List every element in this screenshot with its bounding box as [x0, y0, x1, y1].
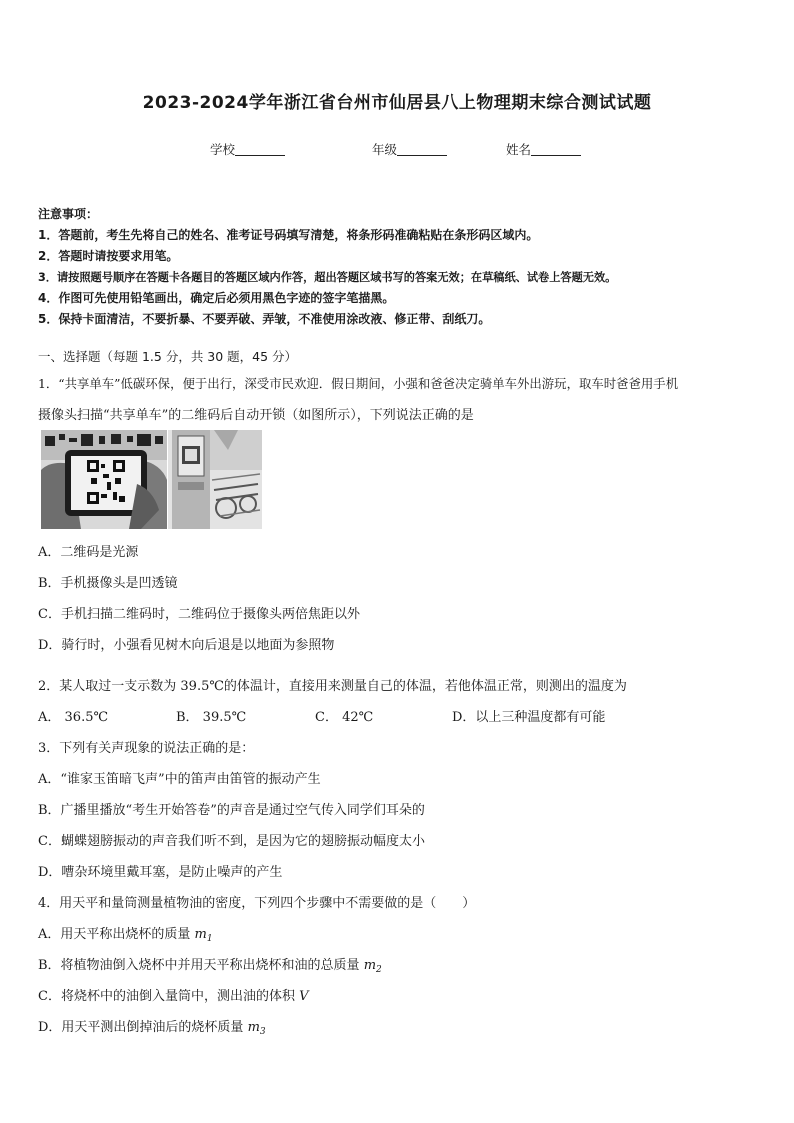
- volume-symbol: V: [299, 989, 309, 1004]
- question-1-option-c[interactable]: C．手机扫描二维码时，二维码位于摄像头两倍焦距以外: [38, 607, 360, 622]
- school-label: 学校: [210, 142, 236, 157]
- mass-symbol: m: [194, 927, 207, 942]
- question-3-option-d[interactable]: D．嘈杂环境里戴耳塞，是防止噪声的产生: [38, 865, 283, 880]
- question-3-option-b[interactable]: B．广播里播放“考生开始答卷”的声音是通过空气传入同学们耳朵的: [38, 803, 425, 818]
- question-3-text: 3．下列有关声现象的说法正确的是：: [38, 741, 255, 756]
- notice-item: 5．保持卡面清洁，不要折暴、不要弄破、弄皱，不准使用涂改液、修正带、刮纸刀。: [38, 312, 491, 326]
- question-4-option-b[interactable]: [38, 954, 382, 975]
- notice-item: 4．作图可先使用铅笔画出，确定后必须用黑色字迹的签字笔描黑。: [38, 291, 395, 305]
- question-2-text: 2．某人取过一支示数为 39.5℃的体温计，直接用来测量自己的体温，若他体温正常，则测出的温度为: [38, 679, 627, 694]
- subscript: 2: [376, 965, 382, 975]
- question-1-line2: 摄像头扫描“共享单车”的二维码后自动开锁（如图所示），下列说法正确的是: [38, 408, 474, 423]
- question-2-option-a[interactable]: A． 36.5℃: [38, 710, 109, 725]
- section-heading: 一、选择题（每题 1.5 分，共 30 题，45 分）: [38, 349, 298, 364]
- question-4-text: 4．用天平和量筒测量植物油的密度，下列四个步骤中不需要做的是（ ）: [38, 896, 476, 911]
- grade-field: [372, 140, 447, 158]
- option-text: A．用天平称出烧杯的质量: [38, 927, 195, 942]
- question-4-option-c[interactable]: [38, 985, 308, 1006]
- mass-symbol: m: [363, 958, 377, 973]
- grade-blank[interactable]: [397, 143, 447, 156]
- notice-item: 1．答题前，考生先将自己的姓名、准考证号码填写清楚，将条形码准确粘贴在条形码区域内。: [38, 228, 539, 242]
- question-1-option-b[interactable]: B．手机摄像头是凹透镜: [38, 576, 178, 591]
- bike-dock-photo: [168, 430, 262, 529]
- question-1-line1: 1．“共享单车”低碳环保，便于出行，深受市民欢迎．假日期间，小强和爸爸决定骑单车外出游玩，取车时爸爸用手机: [38, 376, 679, 391]
- option-text: D．用天平测出倒掉油后的烧杯质量: [38, 1020, 248, 1035]
- question-2-option-b[interactable]: B． 39.5℃: [176, 710, 247, 725]
- notice-block: [38, 204, 616, 330]
- option-text: C．将烧杯中的油倒入量筒中，测出油的体积: [38, 989, 300, 1004]
- question-4-option-a[interactable]: [38, 923, 213, 944]
- question-1-option-a[interactable]: A．二维码是光源: [38, 545, 139, 560]
- question-2-option-c[interactable]: C． 42℃: [315, 710, 374, 725]
- school-blank[interactable]: [235, 143, 285, 156]
- option-text: B．将植物油倒入烧杯中并用天平称出烧杯和油的总质量: [38, 958, 364, 973]
- mass-symbol: m: [247, 1020, 260, 1035]
- question-3-option-c[interactable]: C．蝴蝶翅膀振动的声音我们听不到，是因为它的翅膀振动幅度太小: [38, 834, 425, 849]
- page-title: 2023-2024学年浙江省台州市仙居县八上物理期末综合测试试题: [142, 93, 652, 113]
- notice-item: 2．答题时请按要求用笔。: [38, 249, 179, 263]
- notice-item: 3．请按照题号顺序在答题卡各题目的答题区域内作答，超出答题区域书写的答案无效；在草稿纸、试卷上答题无效。: [38, 271, 617, 284]
- subscript: 1: [206, 934, 213, 944]
- subscript: 3: [259, 1027, 266, 1037]
- name-label: 姓名: [506, 142, 532, 157]
- notice-heading: 注意事项：: [38, 207, 99, 221]
- question-1-option-d[interactable]: D．骑行时，小强看见树木向后退是以地面为参照物: [38, 638, 335, 653]
- question-2-option-d[interactable]: D．以上三种温度都有可能: [452, 710, 606, 725]
- school-field: [210, 140, 285, 158]
- question-3-option-a[interactable]: A．“谁家玉笛暗飞声”中的笛声由笛管的振动产生: [38, 772, 321, 787]
- name-field: [506, 140, 581, 158]
- question-4-option-d[interactable]: [38, 1016, 266, 1037]
- qr-code-photo: [41, 430, 167, 529]
- name-blank[interactable]: [531, 143, 581, 156]
- grade-label: 年级: [372, 142, 398, 157]
